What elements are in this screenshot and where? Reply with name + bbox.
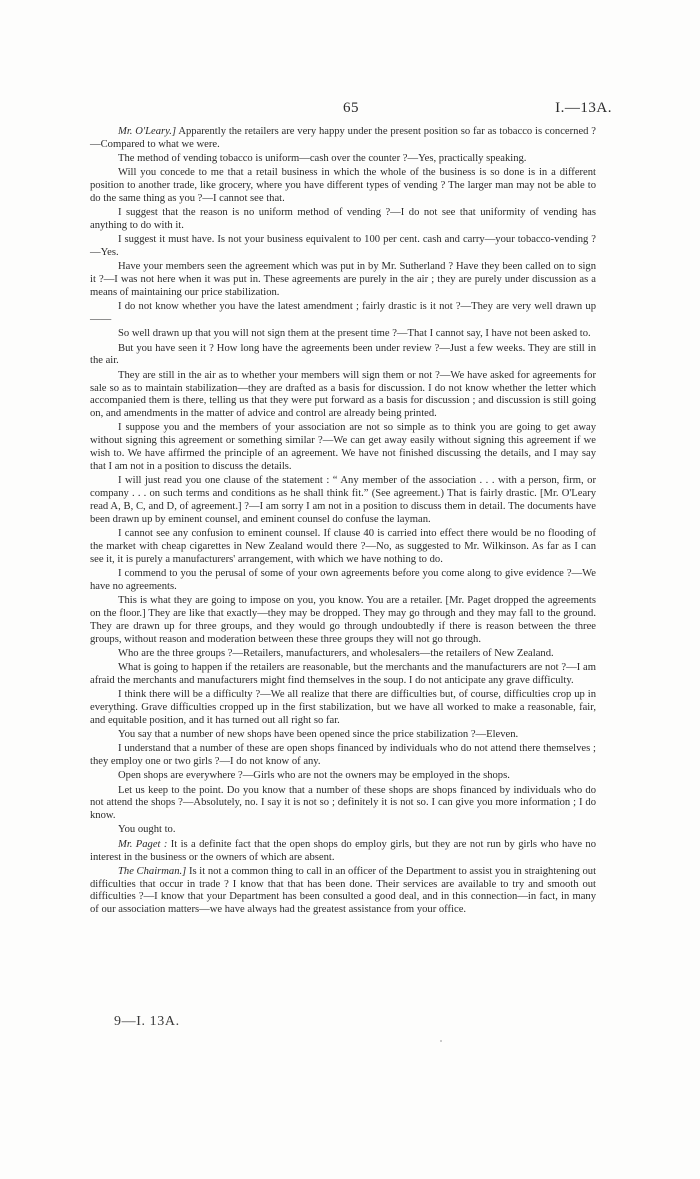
paragraph-text: But you have seen it ? How long have the agreements been under review ?—Just a few weeks. They are still in the air. (90, 342, 596, 367)
testimony-paragraph (90, 234, 596, 260)
paragraph-text: What is going to happen if the retailers are reasonable, but the merchants and the manufacturers are not ?—I am afraid the merchants and manufacturers might find themselves in the soup. I do not anticipate any grave difficulty. (90, 662, 596, 686)
testimony-paragraph (90, 568, 596, 594)
paragraph-text: They are still in the air as to whether your members will sign them or not ?—We have asked for agreements for sale so as to maintain stabilization—they are drafted as a basis for discussion. I do not know whether the letter which accompanied them is there, telling us that they were put forward as a basis for discussion ; and discussion is still going on, and amendments in the matter of advice and control are already being printed. (90, 369, 596, 420)
testimony-paragraph (90, 866, 596, 917)
testimony-paragraph (90, 689, 596, 728)
paragraph-text: I think there will be a difficulty ?—We all realize that there are difficulties but, of course, difficulties crop up in everything. Grave difficulties cropped up in the first stabilization, but we have all worked to make a reasonable, fair, and equitable position, and it has turned out all right so far. (90, 689, 596, 726)
paragraph-text: Open shops are everywhere ?—Girls who are not the owners may be employed in the shops. (118, 770, 510, 782)
paragraph-text: I understand that a number of these are open shops financed by individuals who do not attend there themselves ; they employ one or two girls ?—I do not know of any. (90, 743, 596, 768)
testimony-paragraph (90, 824, 596, 837)
paragraph-text: So well drawn up that you will not sign them at the present time ?—That I cannot say, I have not been asked to. (118, 328, 591, 340)
testimony-paragraph (90, 595, 596, 646)
paragraph-text: I cannot see any confusion to eminent counsel. If clause 40 is carried into effect there would be no flooding of the market with cheap cigarettes in New Zealand would there ?—No, as suggested to Mr. Wilkinson. As far as I can see it, it is purely a manufacturers' arrangement, with which we have nothing to do. (90, 528, 596, 565)
testimony-paragraph (90, 207, 596, 233)
testimony-paragraph (90, 475, 596, 526)
transcript-body (90, 126, 596, 919)
speaker-label: Mr. Paget : (118, 838, 168, 850)
document-reference: I.—13A. (555, 100, 612, 116)
testimony-paragraph (90, 153, 596, 166)
paragraph-text: Let us keep to the point. Do you know that a number of these shops are shops financed by individuals who do not attend the shops ?—Absolutely, no. I say it is not so ; definitely it is not so. I can give you more information ; I do know. (90, 784, 596, 822)
paragraph-text: Apparently the retailers are very happy under the present position so far as tobacco is concerned ?—Compared to what we were. (90, 126, 596, 150)
testimony-paragraph (90, 528, 596, 567)
paragraph-text: I do not know whether you have the latest amendment ; fairly drastic is it not ?—They are very well drawn up—— (90, 301, 596, 326)
testimony-paragraph (90, 126, 596, 152)
paragraph-text: Will you concede to me that a retail business in which the whole of the business is so done is in a different position to another trade, like grocery, where you have different types of vending ? The larger man may not be able to do the same thing as you ?—I cannot see that. (90, 167, 596, 204)
testimony-paragraph (90, 301, 596, 327)
speaker-label: Mr. O'Leary.] (118, 126, 177, 137)
printer-signature: 9—I. 13A. (114, 1014, 180, 1029)
paragraph-text: I suppose you and the members of your association are not so simple as to think you are going to get away without signing this agreement or something similar ?—We can get away easily without signing this agreement if we wish to. We have affirmed the principle of an agreement. We have not finished discussing the details, and I may say that I am not in a position to discuss the details. (90, 422, 596, 472)
paragraph-text: I will just read you one clause of the statement : “ Any member of the association . . . with a person, firm, or company . . . on such terms and conditions as he shall think fit.” (See agreement.) That is fairly drastic. [Mr. O'Leary read A, B, C, and D, of agreement.] ?—I am sorry I am not in a position to discuss them in detail. The documents have been drawn up by eminent counsel, and eminent counsel do confuse the layman. (90, 475, 596, 525)
testimony-paragraph (90, 662, 596, 688)
testimony-paragraph (90, 261, 596, 300)
paragraph-text: Have your members seen the agreement which was put in by Mr. Sutherland ? Have they been called on to sign it ?—I was not here when it was put in. These agreements are purely in the air ; they are purely under discussion as a means of maintaining our price stabilization. (90, 261, 596, 299)
testimony-paragraph (90, 785, 596, 824)
paragraph-text: I commend to you the perusal of some of your own agreements before you come along to give evidence ?—We have no agreements. (90, 567, 596, 592)
paragraph-text: The method of vending tobacco is uniform—cash over the counter ?—Yes, practically speaking. (118, 153, 527, 165)
paragraph-text: I suggest it must have. Is not your business equivalent to 100 per cent. cash and carry—your tobacco-vending ?—Yes. (90, 234, 596, 259)
testimony-paragraph (90, 729, 596, 742)
paragraph-text: I suggest that the reason is no uniform method of vending ?—I do not see that uniformity of vending has anything to do with it. (90, 207, 596, 232)
testimony-paragraph (90, 648, 596, 661)
testimony-paragraph (90, 167, 596, 206)
testimony-paragraph (90, 343, 596, 369)
testimony-paragraph (90, 328, 596, 341)
speaker-label: The Chairman.] (118, 865, 187, 877)
print-speck (440, 1040, 442, 1042)
testimony-paragraph (90, 839, 596, 865)
paragraph-text: You say that a number of new shops have been opened since the price stabilization ?—Eleven. (118, 729, 519, 740)
testimony-paragraph (90, 743, 596, 769)
page-header (90, 100, 612, 120)
paragraph-text: You ought to. (118, 824, 176, 836)
paragraph-text: Is it not a common thing to call in an officer of the Department to assist you in straightening out difficulties that occur in trade ? I know that that has been done. Their services are available to try and smooth out difficulties ?—I know that your Department has been consulted a good deal, and in this connection—in fact, in many of our association matters—we have always had the greatest assistance from your office. (90, 865, 597, 916)
paragraph-text: Who are the three groups ?—Retailers, manufacturers, and wholesalers—the retailers of New Zealand. (118, 647, 554, 659)
testimony-paragraph (90, 370, 596, 421)
testimony-paragraph (90, 422, 596, 473)
paragraph-text: This is what they are going to impose on you, you know. You are a retailer. [Mr. Paget dropped the agreements on the floor.] They are like that exactly—they may be dropped. They may go through and they may fall to the ground. They are drawn up for three groups, and they would go through undoubtedly if there is reason between the three groups, without reason and moderation between these three groups they will not go through. (90, 595, 596, 645)
page-number: 65 (343, 100, 359, 116)
testimony-paragraph (90, 770, 596, 783)
paragraph-text: It is a definite fact that the open shops do employ girls, but they are not run by girls who have no interest in the business or the owners of which are absent. (90, 838, 596, 863)
